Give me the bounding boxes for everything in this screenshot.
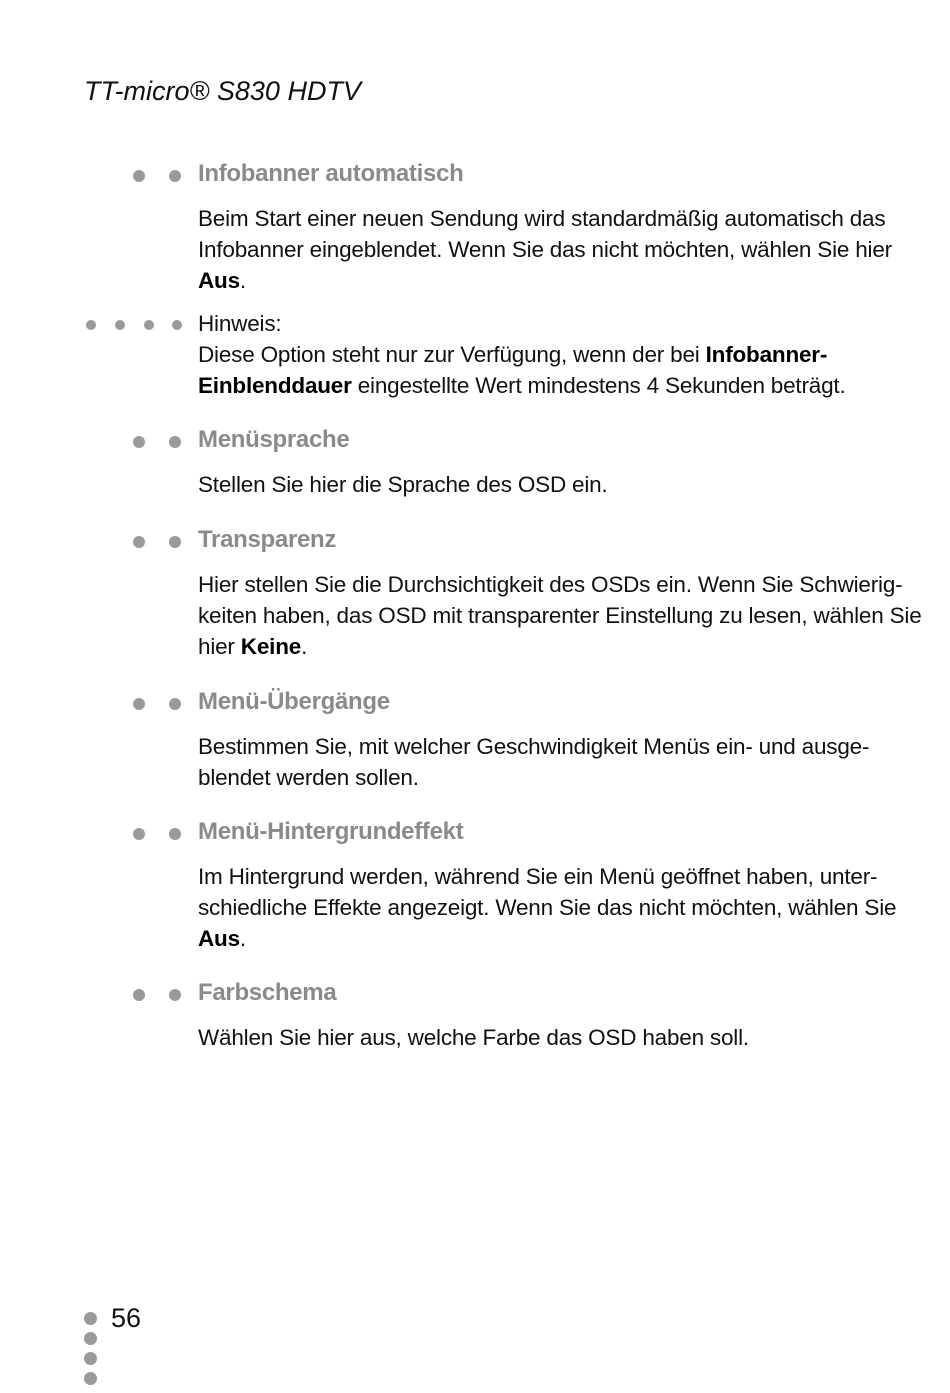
text-suffix: .	[239, 268, 246, 293]
bold-term: Aus	[198, 926, 240, 951]
bullet-dot	[133, 436, 145, 448]
text-suffix: .	[239, 926, 246, 951]
text-line	[198, 370, 863, 401]
section-text-farbschema	[198, 1022, 863, 1053]
bold-term: Aus	[198, 268, 240, 293]
bullet-dot	[133, 536, 145, 548]
section-title-transparenz: Transparenz	[198, 526, 337, 553]
bullet-dot	[169, 436, 181, 448]
section-text-menusprache	[198, 469, 863, 500]
text-line: Beim Start einer neuen Sendung wird standardmäßig automatisch das	[198, 206, 886, 231]
text-line: blendet werden sollen.	[198, 765, 419, 790]
bullet-dot	[133, 698, 145, 710]
text-line: Bestimmen Sie, mit welcher Geschwindigkeit Menüs ein- und ausge-	[198, 734, 870, 759]
bold-term: Einblenddauer	[198, 373, 352, 398]
section-title-menu-uebergaenge: Menü-Übergänge	[198, 688, 390, 715]
text-line: schiedliche Effekte angezeigt. Wenn Sie das nicht möchten, wählen Sie	[198, 895, 897, 920]
section-title-infobanner: Infobanner automatisch	[198, 160, 464, 187]
text-line: Hier stellen Sie die Durchsichtigkeit des OSDs ein. Wenn Sie Schwierig-	[198, 572, 903, 597]
text-line: Stellen Sie hier die Sprache des OSD ein.	[198, 472, 608, 497]
text-line: Im Hintergrund werden, während Sie ein Menü geöffnet haben, unter-	[198, 864, 878, 889]
text-line	[198, 339, 863, 370]
bullet-dot	[169, 828, 181, 840]
text-suffix: eingestellte Wert mindestens 4 Sekunden beträgt.	[351, 373, 846, 398]
bullet-dot	[133, 170, 145, 182]
text-prefix: Diese Option steht nur zur Verfügung, wenn der bei	[198, 342, 706, 367]
text-line	[198, 923, 863, 954]
page-number: 56	[111, 1303, 142, 1333]
bullet-dot	[169, 698, 181, 710]
document-header: TT-micro® S830 HDTV	[84, 76, 361, 106]
section-title-farbschema: Farbschema	[198, 979, 337, 1006]
section-text-transparenz	[198, 569, 922, 662]
section-text-hintergrundeffekt	[198, 861, 897, 954]
bullet-dot	[133, 989, 145, 1001]
section-title-hintergrundeffekt: Menü-Hintergrundeffekt	[198, 818, 464, 845]
text-line: keiten haben, das OSD mit transparenter Einstellung zu lesen, wählen Sie	[198, 603, 922, 628]
section-text-infobanner	[198, 203, 892, 296]
text-line: Infobanner eingeblendet. Wenn Sie das nicht möchten, wählen Sie hier	[198, 237, 892, 262]
note-block	[198, 308, 863, 401]
section-title-menusprache: Menüsprache	[198, 426, 350, 453]
footer-dot	[84, 1332, 97, 1345]
note-dot	[172, 320, 182, 330]
text-prefix: hier	[198, 634, 241, 659]
text-line: Wählen Sie hier aus, welche Farbe das OSD haben soll.	[198, 1025, 749, 1050]
bold-term: Infobanner-	[705, 342, 828, 367]
bullet-dot	[133, 828, 145, 840]
section-text-menu-uebergaenge	[198, 731, 870, 793]
note-dot	[86, 320, 96, 330]
text-line	[198, 631, 863, 662]
text-line	[198, 265, 863, 296]
note-dot	[115, 320, 125, 330]
note-dot	[144, 320, 154, 330]
bold-term: Keine	[240, 634, 302, 659]
bullet-dot	[169, 170, 181, 182]
text-suffix: .	[301, 634, 308, 659]
note-label: Hinweis:	[198, 311, 282, 336]
bullet-dot	[169, 536, 181, 548]
footer-dot	[84, 1312, 97, 1325]
footer-dot	[84, 1372, 97, 1385]
bullet-dot	[169, 989, 181, 1001]
footer-dot	[84, 1352, 97, 1365]
